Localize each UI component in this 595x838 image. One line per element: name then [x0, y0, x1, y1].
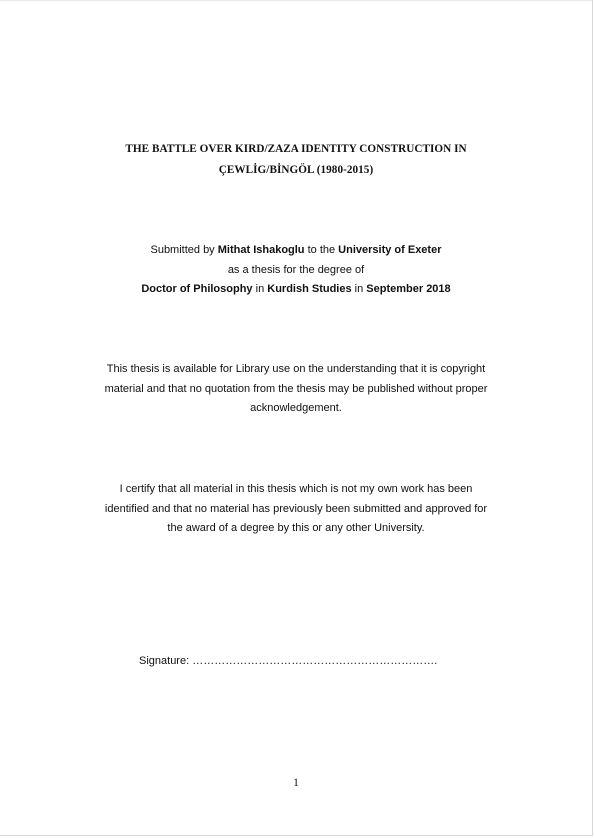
in-text-1: in: [252, 283, 268, 295]
thesis-title: [0, 139, 592, 181]
submission-line-3: [0, 280, 592, 300]
submission-line-1: [0, 241, 592, 261]
degree-name: Doctor of Philosophy: [141, 283, 253, 295]
certification-line-3: the award of a degree by this or any other University.: [167, 522, 425, 534]
thesis-title-line-2: ÇEWLİG/BİNGÖL (1980-2015): [218, 164, 374, 176]
field-name: Kurdish Studies: [267, 283, 352, 295]
submission-block: [0, 241, 592, 300]
in-text-2: in: [351, 283, 367, 295]
library-statement-line-1: This thesis is available for Library use on the understanding that it is copyright: [106, 363, 486, 375]
submitted-by-text: Submitted by: [150, 244, 218, 256]
university-name: University of Exeter: [338, 244, 442, 256]
library-statement-line-2: material and that no quotation from the thesis may be published without proper: [104, 382, 488, 395]
certification-line-2: identified and that no material has previously been submitted and approved for: [104, 502, 488, 515]
page-top-edge: [0, 0, 592, 2]
to-text: to the: [304, 244, 339, 256]
signature-label: Signature:: [139, 655, 193, 667]
library-statement: [0, 360, 592, 419]
submission-date: September 2018: [366, 283, 451, 295]
page-number: 1: [293, 777, 299, 789]
certification-line-1: I certify that all material in this thesis which is not my own work has been: [119, 483, 473, 495]
thesis-title-line-1: THE BATTLE OVER KIRD/ZAZA IDENTITY CONSTRUCTION IN: [125, 143, 467, 155]
certification-statement: [0, 480, 592, 539]
author-name: Mithat Ishakoglu: [217, 244, 305, 256]
library-statement-line-3: acknowledgement.: [250, 402, 342, 414]
signature-line: [139, 652, 437, 672]
signature-dots: ………………………………………………………….: [192, 655, 438, 667]
submission-line-2: as a thesis for the degree of: [227, 263, 365, 276]
